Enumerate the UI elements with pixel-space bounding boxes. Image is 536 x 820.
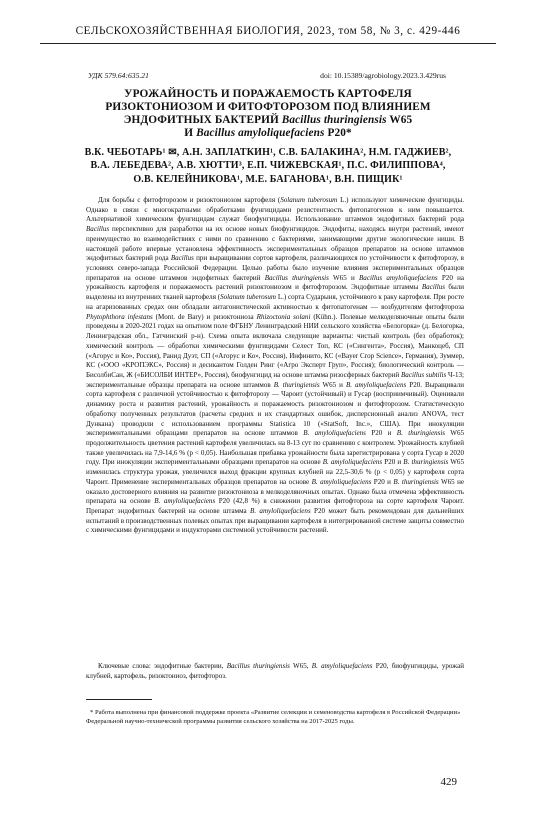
species-name: B. amyloliquefaciens <box>345 380 407 389</box>
abstract-text: Ч-13; экспериментальные образцы препарата на основе штаммов <box>86 370 464 389</box>
species-name: Bacillus amyloliquefaciens <box>196 127 325 139</box>
authors-line-1: В.К. ЧЕБОТАРЬ¹ ✉, А.Н. ЗАПЛАТКИН¹, С.В. БАЛАКИНА², Н.М. ГАДЖИЕВ², <box>84 147 452 158</box>
species-name: Bacillus <box>86 225 110 234</box>
keywords-text: P20, биофунгициды, урожай клубней, картофель, ризоктониоз, фитофтороз. <box>86 662 464 680</box>
footnote-rule <box>86 699 152 700</box>
abstract-text: перспективно для разработки на их основе новых биофунгицидов. Эндофиты, находясь внутри растений, имеют преимущество во взаимодействиях с ними по сравнению с бактериями, занимающими другие экологические ниши. В настоящей работе впервые установлена эффективность экспериментальных образцов препаратов на основе штаммов эндофитных бактерий рода <box>86 225 464 263</box>
abstract-text: при выращивании сортов картофеля, различающихся по устойчивости к фитофторозу, в условиях северо-запада Российской Федерации. Целью работы было изучение влияния экспериментальных образцов препаратов на основе штаммов эндофитных бактерий <box>86 254 464 282</box>
title-line-3 <box>124 114 413 126</box>
species-name: B. amyloliquefaciens <box>311 662 373 670</box>
abstract-text: Для борьбы с фитофторозом и ризоктониозом картофеля ( <box>98 196 281 204</box>
authors-line-3: О.В. КЕЛЕЙНИКОВА¹, М.Е. БАГАНОВА¹, В.Н. ПИЩИК¹ <box>133 173 403 185</box>
title-text: ЭНДОФИТНЫХ БАКТЕРИЙ <box>123 114 279 126</box>
abstract <box>86 196 464 536</box>
species-name: Bacillus amyloliquefaciens <box>359 273 438 282</box>
abstract-text: W65 и <box>328 273 359 282</box>
title-line-4 <box>184 127 351 139</box>
strain-name: W65 <box>389 114 413 126</box>
species-name: B. amyloliquefaciens <box>154 497 216 506</box>
abstract-text: W65 и <box>319 380 346 389</box>
journal-running-head: СЕЛЬСКОХОЗЯЙСТВЕННАЯ БИОЛОГИЯ, 2023, том 58, № 3, с. 429-446 <box>75 25 461 37</box>
strain-name: P20* <box>327 127 352 139</box>
funding-footnote: * Работа выполнена при финансовой поддержке проекта «Развитие селекции и семеноводства картофеля в Российской Федерации» Федеральной научно-технической программы развития сельского хозяйства на 2017-2025 годы. <box>86 709 461 726</box>
abstract-text: W65 изменилась структура урожая, увеличился выход фракции крупных клубней на 22,5-30,6 % (p < 0,05) у картофеля сорта Чароит. Применение экспериментальных образцов препаратов на основе <box>86 458 464 486</box>
page-number: 429 <box>440 776 457 788</box>
species-name: Bacillus thuringiensis <box>226 662 290 670</box>
species-name: B. thuringiensis <box>273 380 320 389</box>
species-name: B. thuringiensis <box>393 477 439 486</box>
abstract-text: P20 и <box>365 429 397 438</box>
species-name: Bacillus thuringiensis <box>264 273 329 282</box>
abstract-text: P20 может быть рекомендован для дальнейших испытаний в производственных полевых опытах при выращивании картофеля в интегрированной системе защиты совместно с химическими фунгицидами и индукторами системной устойчивости растений. <box>86 507 464 535</box>
abstract-text: W65 не оказало достоверного влияния на развитие ризоктониоза в мелкоделяночных опытах. Однако была отмечена эффективность препарата на основе <box>86 477 464 506</box>
abstract-text: P20. Выращивали сорта картофеля с различной устойчивостью к фитофторозу — Чароит (устойчивый) и Гусар (восприимчивый). Оценивали динамику роста и развития растений, урожайность и поражаемость ризоктониозом и фитофторозом. Статистическую обработку полученных результатов (расчеты средних и их стандартных ошибок, дисперсионный анализ ANOVA, тест Дункана) проводили с использованием программы Statistica 10 («StatSoft, Inc.», США). При инокуляции экспериментальными образцами препаратов на основе штаммов <box>86 380 464 438</box>
species-name: Bacillus <box>421 283 445 292</box>
species-name: B. thuringiensis <box>396 429 446 438</box>
species-name: B. amyloliquefaciens <box>322 458 383 467</box>
abstract-text: W65 продолжительность цветения растений картофеля увеличилась на 8-13 сут по сравнению с контролем. Урожайность клубней также увеличилась на 7,9-14,6 % (p < 0,05). Наибольшая прибавка урожайности была зарегистрирована у сорта Гусар в 2020 году. При инокуляции экспериментальными образцами препаратов на основе <box>86 429 464 467</box>
keywords <box>86 662 464 681</box>
keywords-text: W65, <box>289 662 312 670</box>
title-text: И <box>184 127 194 139</box>
species-name: Rhizoctonia solani <box>256 312 311 321</box>
abstract-text: были выделены из внутренних тканей картофеля ( <box>86 283 464 302</box>
species-name: B. amyloliquefaciens <box>311 477 372 486</box>
header-rule <box>40 43 496 44</box>
authors-line-2: В.А. ЛЕБЕДЕВА², А.В. ХЮТТИ³, Е.П. ЧИЖЕВСКАЯ¹, П.С. ФИЛИППОВА⁴, <box>90 160 446 172</box>
species-name: Phytophthora infestans <box>86 312 153 321</box>
abstract-text: L.) сорта Сударыня, устойчивого к раку картофеля. При росте на агаризованных средах они обладали антагонистической активностью к фитопатогенам — возбудителям фитофтороза <box>86 293 464 311</box>
abstract-text: (Kühn.). Полевые мелкоделяночные опыты были проведены в 2020-2021 годах на опытном поле ФГБНУ Ленинградский НИИ сельского хозяйства «Белогорка» (д. Белогорка, Ленинградская обл., Гатчинский р-н). Схема опыта включала следующие варианты: чистый контроль (без обработок); химический контроль — обработки химическими фунгицидами Селест Топ, КС («Сингента», Россия), Манкоцеб, СП («Агорус и Ко», Россия), Ранид Дуэт, СП («Агорус и Ко», Россия), Инфинито, КС («Bayer Crop Science», Германия), Зуммер, КС («ООО «КРОПЭКС», Россия) и десикантом Голден Ринг («Агро Эксперт Груп», Россия); биологический контроль — БисолбиСан, Ж («БИСОЛБИ ИНТЕР», Россия), биофунгицид на основе штамма ризосферных бактерий <box>86 312 464 379</box>
species-name: B. amyloliquefaciens <box>303 429 366 438</box>
udk-code: УДК 579.64:635.21 <box>88 71 149 80</box>
species-name: Solanum tuberosum <box>280 196 338 204</box>
species-name: Solanum tuberosum <box>220 293 277 302</box>
abstract-text: P20 на урожайность картофеля и поражаемость растений ризоктониозом и фитофторозом. Эндофитные штаммы <box>86 273 464 292</box>
title-line-1: УРОЖАЙНОСТЬ И ПОРАЖАЕМОСТЬ КАРТОФЕЛЯ <box>124 88 412 100</box>
keywords-text: Ключевые слова: эндофитные бактерии, <box>98 662 227 670</box>
title-line-2: РИЗОКТОНИОЗОМ И ФИТОФТОРОЗОМ ПОД ВЛИЯНИЕМ <box>105 101 431 113</box>
abstract-text: L.) используют химические фунгициды. Однако в связи с многократными обработками фунгицидами резистентность фитопатогенов к ним повышается. Альтернативой химическим фунгицидам служат биофунгициды. Использование штаммов эндофитных бактерий рода <box>86 196 465 224</box>
abstract-text: P20 и <box>371 477 394 486</box>
species-name: B. thuringiensis <box>403 458 449 467</box>
article-title <box>60 88 476 140</box>
abstract-text: P20 (42,8 %) в снижении развития фитофтороза на сорте картофеля Чароит. Препарат эндофитных бактерий на основе штамма <box>86 497 464 515</box>
species-name: Bacillus thuringiensis <box>281 114 387 126</box>
abstract-text: (Mont. de Bary) и ризоктониоза <box>152 312 257 321</box>
species-name: B. amyloliquefaciens <box>250 507 311 515</box>
author-list <box>52 146 484 186</box>
doi-link[interactable]: doi: 10.15389/agrobiology.2023.3.429rus <box>320 71 446 80</box>
species-name: Bacillus subtilis <box>401 370 447 379</box>
species-name: Bacillus <box>170 254 194 263</box>
abstract-text: P20 и <box>382 458 404 467</box>
